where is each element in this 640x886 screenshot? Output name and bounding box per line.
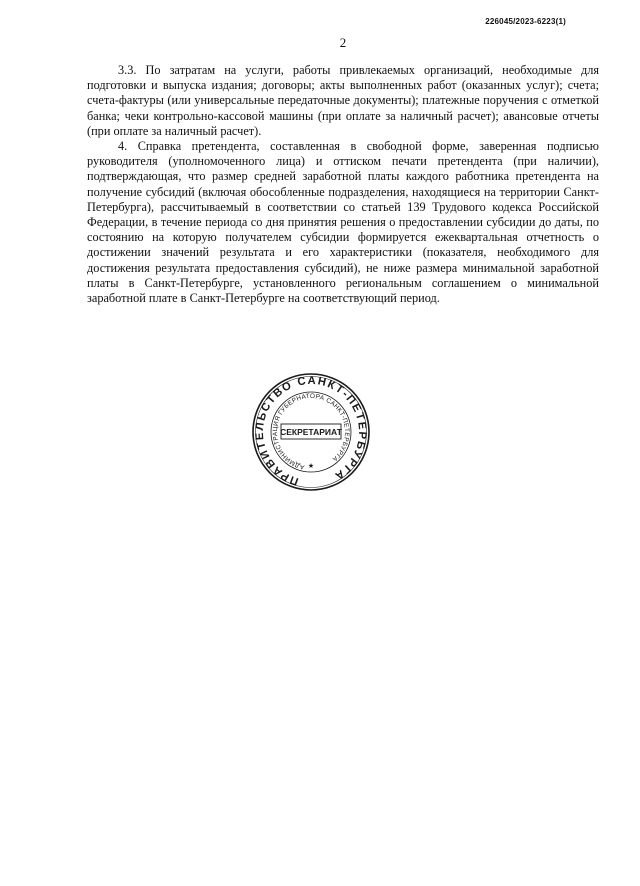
document-body [87, 63, 599, 306]
document-id: 226045/2023-6223(1) [485, 17, 566, 26]
paragraph-3-3: 3.3. По затратам на услуги, работы привлекаемых организаций, необходимые для подготовки и выпуска издания; договоры; акты выполненных работ (оказанных услуг); счета; счета-фактуры (или универсальные передаточные документы); платежные поручения с отметкой банка; чеки контрольно-кассовой машины (при оплате за наличный расчет); авансовые отчеты (при оплате за наличный расчет). [87, 63, 599, 138]
seal-center-text: СЕКРЕТАРИАТ [280, 427, 342, 437]
page-number: 2 [339, 35, 347, 50]
paragraph-4: 4. Справка претендента, составленная в свободной форме, заверенная подписью руководителя (уполномоченного лица) и оттиском печати претендента (при наличии), подтверждающая, что размер средней заработной платы каждого работника претендента на получение субсидий (включая обособленные подразделения, находящиеся на территории Санкт-Петербурга), рассчитываемый в соответствии со статьей 139 Трудового кодекса Российской Федерации, в течение периода со дня принятия решения о предоставлении субсидии до даты, по состоянию на которую получателем субсидии формируется ежеквартальная отчетность о достижении значений результата и его характеристики (показателя, необходимого для достижения результата предоставления субсидий), не ниже размера минимальной заработной платы в Санкт-Петербурге, установленного региональным соглашением о минимальной заработной плате в Санкт-Петербурге на соответствующий период. [87, 139, 599, 306]
seal-inner-text: АДМИНИСТРАЦИЯ ГУБЕРНАТОРА САНКТ-ПЕТЕРБУРГА [271, 392, 351, 471]
seal-star-icon: ★ [307, 462, 315, 470]
seal-outer-text: ПРАВИТЕЛЬСТВО САНКТ-ПЕТЕРБУРГА [253, 374, 369, 488]
official-seal [251, 372, 371, 492]
seal-icon [251, 372, 371, 492]
